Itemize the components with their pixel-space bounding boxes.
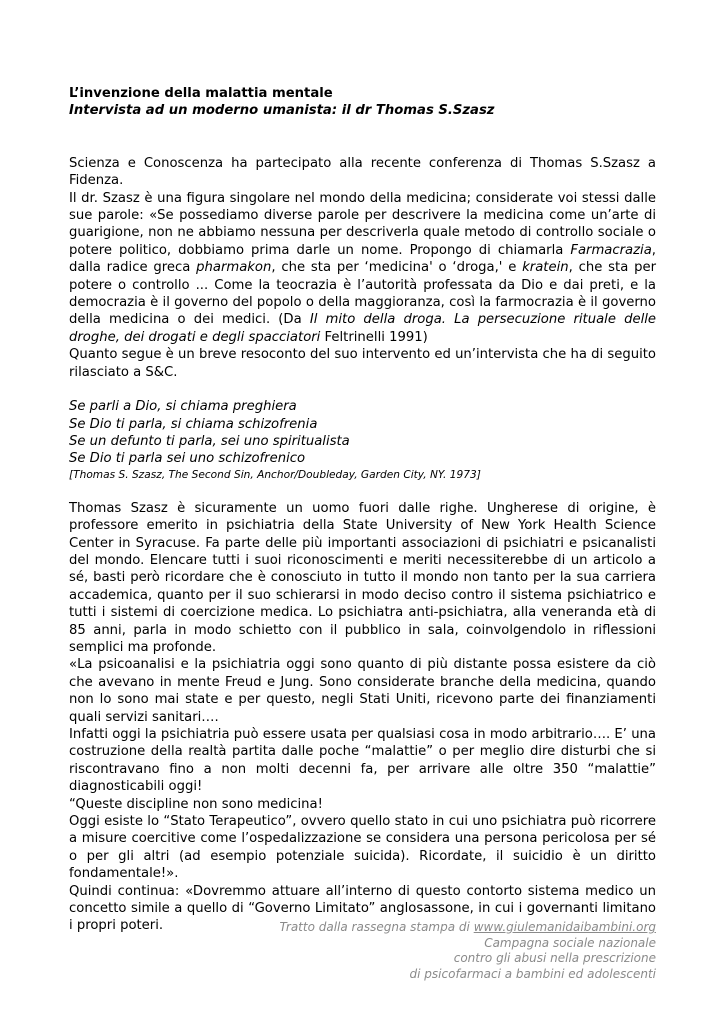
footer [280,920,657,982]
body-paragraph: Infatti oggi la psichiatria può essere usata per qualsiasi cosa in modo arbitrario…. E’ una costruzione della realtà partita dalle poche “malattie” o per meglio dire disturbi che si riscontravano fino a non molti decenni fa, per arrivare alle oltre 350 “malattie” diagnosticabili oggi! [69,727,656,795]
intro-paragraph: Quanto segue è un breve resoconto del suo intervento ed un’intervista che ha di seguito rilasciato a S&C. [69,347,656,380]
poem-citation: [Thomas S. Szasz, The Second Sin, Anchor/Doubleday, Garden City, NY. 1973] [69,468,481,481]
poem-line: Se Dio ti parla sei uno schizofrenico [69,451,306,467]
body-paragraph: Oggi esiste lo “Stato Terapeutico”, ovvero quello stato in cui uno psichiatra può ricorrere a misure coercitive come l’ospedalizzazione se considera una persona pericolosa per sé o per gli altri (ad esempio potenziale suicida). Ricordate, il suicidio è un diritto fondamentale!». [69,814,656,882]
article-title: L’invenzione della malattia mentale [69,86,333,101]
poem-line: Se un defunto ti parla, sei uno spiritualista [69,433,350,449]
intro-quote-paragraph: Il dr. Szasz è una figura singolare nel mondo della medicina; considerate voi stessi dalle sue parole: «Se possediamo diverse parole per descrivere la medicina come un’arte di guarigione, non ne abbiamo nessuna per descriverla quale metodo di controllo sociale o potere politico, dobbiamo prima darle un nome. Propongo di chiamarla Farmacrazia, dalla radice greca pharmakon, che sta per ‘medicina' o ‘droga,' e kratein, che sta per potere o controllo ... Come la teocrazia è l’autorità professata da Dio e dai preti, e la democrazia è il governo del popolo o della maggioranza, così la farmocrazia è il governo della medicina o dei medici. (Da Il mito della droga. La persecuzione rituale delle droghe, dei drogati e degli spacciatori Feltrinelli 1991) [69,190,657,345]
body-paragraph: “Queste discipline non sono medicina! [69,796,323,812]
footer-source-line: Tratto dalla rassegna stampa di www.giulemanidaibambini.org [279,920,656,934]
poem-quote [69,398,656,483]
poem-line: Se parli a Dio, si chiama preghiera [69,399,297,415]
article [69,85,656,935]
website-link[interactable]: www.giulemanidaibambini.org [473,920,656,934]
body-paragraph: Quindi continua: «Dovremmo attuare all’interno di questo contorto sistema medico un concetto simile a quello di “Governo Limitato” anglosassone, in cui i governanti limitano i propri poteri. [69,883,656,934]
body-paragraph: Thomas Szasz è sicuramente un uomo fuori dalle righe. Ungherese di origine, è professore emerito in psichiatria della State University of New York Health Science Center in Syracuse. Fa parte delle più importanti associazioni di psichiatri e psicanalisti del mondo. Elencare tutti i suoi riconoscimenti e meriti necessiterebbe di un articolo a sé, basti però ricordare che è conosciuto in tutto il mondo non tanto per la sua carriera accademica, quanto per il suo schierarsi in modo deciso contro il sistema psichiatrico e tutti i sistemi di coercizione medica. Lo psichiatra anti-psichiatra, alla veneranda età di 85 anni, parla in modo schietto con il pubblico in sala, coinvolgendolo in riflessioni semplici ma profonde. [69,500,656,655]
footer-line: Campagna sociale nazionale [484,935,656,950]
footer-line: contro gli abusi nella prescrizione [453,951,656,965]
body-paragraph: «La psicoanalisi e la psichiatria oggi sono quanto di più distante possa esistere da ciò che avevano in mente Freud e Jung. Sono considerate branche della medicina, quando non lo sono mai state e per questo, negli Stati Uniti, ricevono parte dei finanziamenti quali servizi sanitari…. [69,657,656,725]
poem-line: Se Dio ti parla, si chiama schizofrenia [69,416,318,432]
footer-line: di psicofarmaci a bambini ed adolescenti [409,966,656,981]
article-subtitle: Intervista ad un moderno umanista: il dr Thomas S.Szasz [69,103,495,119]
intro-paragraph: Scienza e Conoscenza ha partecipato alla recente conferenza di Thomas S.Szasz a Fidenza. [69,155,656,189]
